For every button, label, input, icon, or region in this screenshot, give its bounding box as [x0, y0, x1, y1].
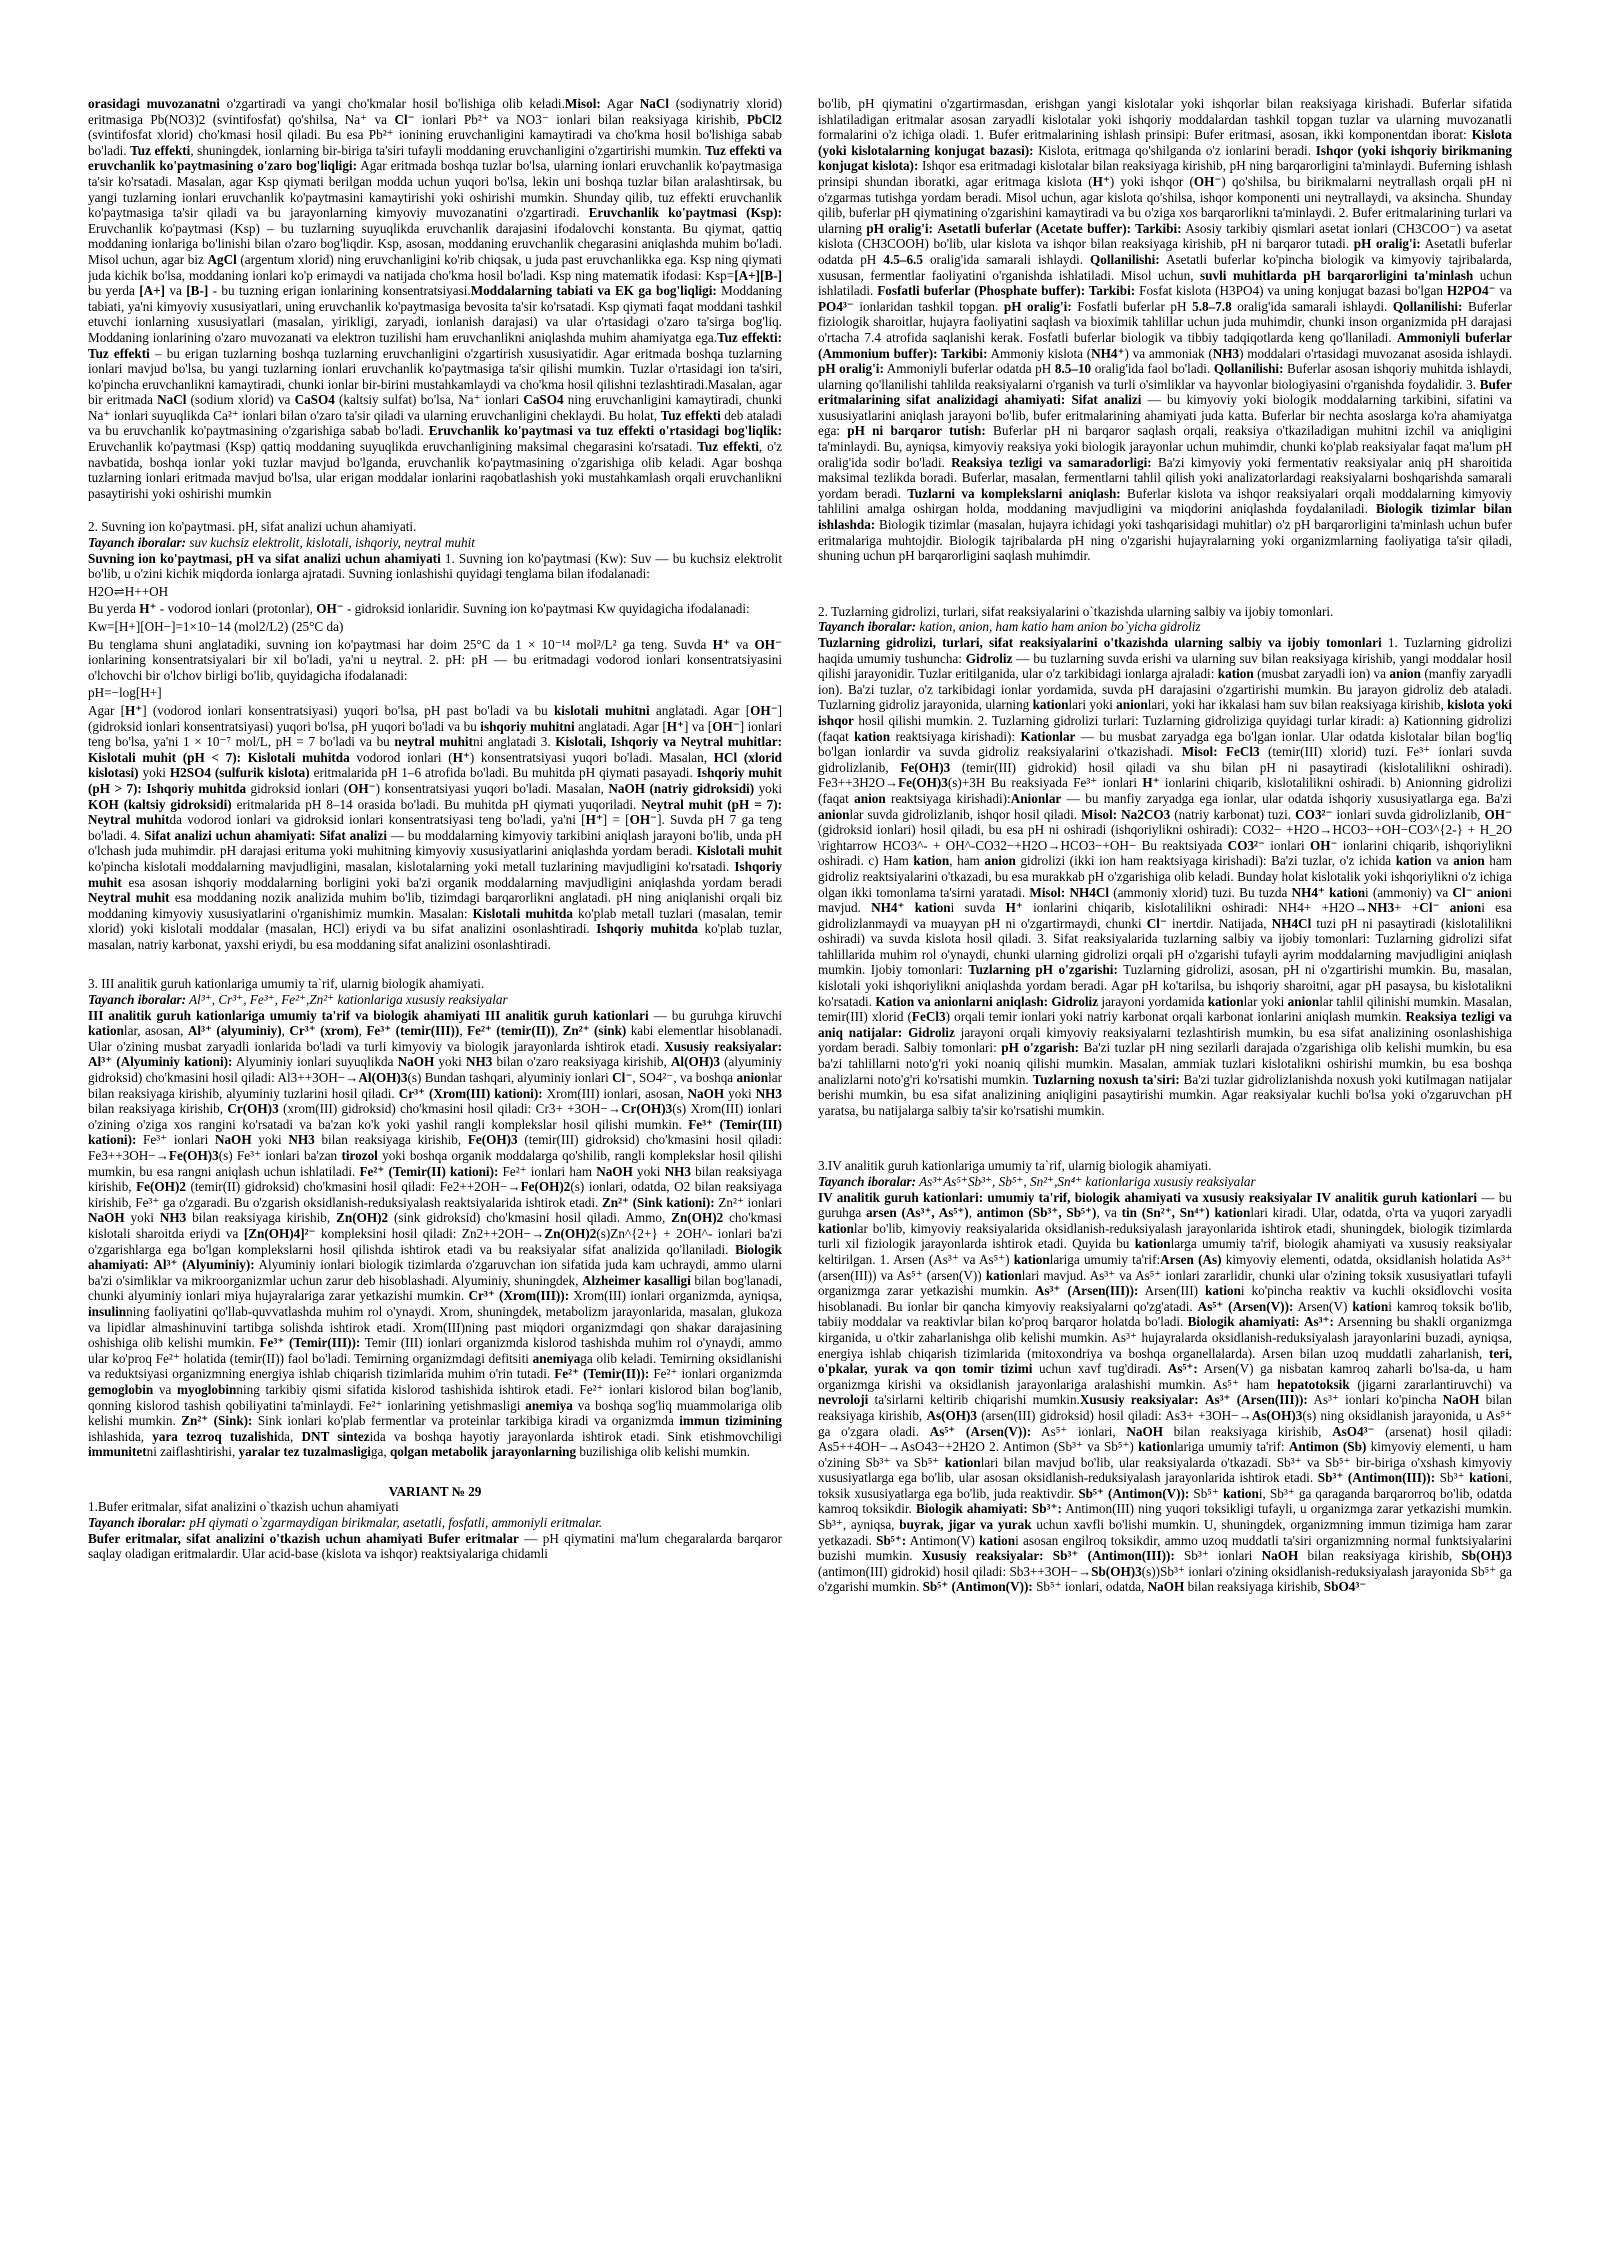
question-heading: 3.IV analitik guruh kationlariga umumiy ta`rif, ularnig biologik ahamiyati.: [818, 1158, 1212, 1174]
body-paragraph: Suvning ion ko'paytmasi, pH va sifat analizi uchun ahamiyati 1. Suvning ion ko'paytmasi (Kw): Suv — bu kuchsiz elektrolit bo'lib, u o'zini kichik miqdorda ionlarga ajratadi. Suvning ionlashishi quyidagi tenglama bilan ifodalanadi:: [88, 550, 782, 582]
left-column: [88, 96, 782, 2202]
key-terms: [88, 992, 782, 1008]
body-paragraph: Agar [H⁺] (vodorod ionlari konsentratsiyasi) yuqori bo'lsa, pH past bo'ladi va bu kislotali muhitni anglatadi. Agar [OH⁻] (gidroksid ionlari konsentratsiyasi) yuqori bo'lsa, pH yuqori bo'ladi va bu ishqoriy muhitni anglatadi. Agar [H⁺] va [OH⁻] ionlari teng bo'lsa, ya'ni 1 × 10⁻⁷ mol/L, pH = 7 bo'ladi va bu neytral muhitni anglatadi 3. Kislotali, Ishqoriy va Neytral muhitlar: Kislotali muhit (pH < 7): Kislotali muhitda vodorod ionlari (H⁺) konsentratsiyasi yuqori bo'ladi. Masalan, HCl (xlorid kislotasi) yoki H2SO4 (sulfurik kislota) eritmalarida pH 1–6 atrofida bo'ladi. Bu muhitda pH qiymati pasayadi. Ishqoriy muhit (pH > 7): Ishqoriy muhitda gidroksid ionlari (OH⁻) konsentratsiyasi yuqori bo'ladi. Masalan, NaOH (natriy gidroksidi) yoki KOH (kaltsiy gidroksidi) eritmalarida pH 8–14 orasida bo'ladi. Bu muhitda pH qiymati yuqoriladi. Neytral muhit (pH = 7): Neytral muhitda vodorod ionlari va gidroksid ionlari konsentratsiyasi teng bo'ladi, ya'ni [H⁺] = [OH⁻]. Suvda pH 7 ga teng bo'ladi. 4. Sifat analizi uchun ahamiyati: Sifat analizi — bu moddalarning kimyoviy tarkibini aniqlash jarayoni bo'lib, unda pH o'lchash juda muhimdir. pH darajasi erituma yoki muhitning kimyoviy xususiyatlarini aniqlashda yordam beradi. Kislotali muhit ko'pincha kislotali moddalarning mavjudligini, masalan, kislotalarning yoki metall tuzlarining mavjudligini ko'rsatadi. Ishqoriy muhit esa asosan ishqoriy moddalarning borligini yoki ba'zi organik moddalarning mavjudligini aniqlashda yordam beradi Neytral muhit esa moddaning nozik analizida muhim bo'lib, tizimdagi barqarorlikni anglatadi. pH ning aniqlanishi orqali biz moddaning kimyoviy xususiyatlarini o'rganishimiz mumkin. Masalan: Kislotali muhitda ko'plab metall tuzlari (masalan, temir xlorid) yoki kislotali moddalar (masalan, HCl) eriydi va bu sifat analizini osonlashtiradi. Ishqoriy muhitda ko'plab tuzlar, masalan, natriy karbonat, yaxshi eriydi, bu esa moddaning sifat analizini osonlashtiradi.: [88, 702, 782, 952]
section-spacer: [818, 1142, 1512, 1158]
key-terms-text: Al³⁺, Cr³⁺, Fe³⁺, Fe²⁺,Zn²⁺ kationlariga xususiy reaksiyalar: [186, 992, 508, 1008]
question-heading: 2. Tuzlarning gidrolizi, turlari, sifat reaksiyalarini o`tkazishda ularning salbiy va ijobiy tomonlari.: [818, 603, 1334, 619]
key-terms-text: kation, anion, ham katio ham anion bo`yicha gidroliz: [916, 619, 1201, 635]
section-spacer: [88, 503, 782, 519]
question-heading: 3. III analitik guruh kationlariga umumiy ta`rif, ularnig biologik ahamiyati.: [88, 976, 485, 992]
key-terms: [818, 1174, 1512, 1190]
body-paragraph: Bufer eritmalar, sifat analizini o'tkazish uchun ahamiyati Bufer eritmalar — pH qiymatini ma'lum chegaralarda barqaror saqlay oladigan eritmalardir. Ular acid-base (kislota va ishqor) reaktsiyalariga chidamli: [88, 1530, 782, 1562]
key-terms-text: suv kuchsiz elektrolit, kislotali, ishqoriy, neytral muhit: [186, 535, 475, 551]
body-paragraph: H2O⇌H++OH: [88, 583, 169, 599]
body-paragraph: bo'lib, pH qiymatini o'zgartirmasdan, erishgan yangi kislotalar yoki ishqorlar bilan reaksiyaga kirishadi. Buferlar sifatida ishlatiladigan eritmalar asosan zaryadli kislotalar yoki ishqoriy moddalardan tashkil topgan tuzlar va ularning muvozanatli formalarini o'z ichiga oladi. 1. Bufer eritmalarining ishlash prinsipi: Bufer eritmasi, asosan, ikki komponentdan iborat: Kislota (yoki kislotalarning konjugat bazasi): Kislota, eritmaga qo'shilganda o'z ionlarini beradi. Ishqor (yoki ishqoriy birikmaning konjugat kislota): Ishqor esa eritmadagi kislotalar bilan reaksiyaga kirishib, pH ning barqarorligini ta'minlaydi. Buferning ishlash prinsipi shundan iboratki, agar eritmaga kislota (H⁺) yoki ishqor (OH⁻) qo'shilsa, bu birikmalarni neytrallash orqali pH ni o'zgarmas tutishga yordam beradi. Misol uchun, agar kislota qo'shilsa, ishqor komponenti uni neytrallaydi, va aksincha. Shunday qilib, buferlar pH qiymatining o'zgarishini kamaytiradi va bu o'ziga xos barqarorlikni ta'minlaydi. 2. Bufer eritmalarining turlari va ularning pH oralig'i: Asetatli buferlar (Acetate buffer): Tarkibi: Asosiy tarkibiy qismlari asetat ionlari (CH3COO⁻) va asetat kislota (CH3COOH) bo'lib, ular kislota va ishqor bilan reaksiyaga kirishib, pH ni barqaror tutadi. pH oralig'i: Asetatli buferlar odatda pH 4.5–6.5 oralig'ida samarali ishlaydi. Qollanilishi: Asetatli buferlar ko'pincha biologik va kimyoviy tajribalarda, xususan, fermentlar faoliyatini o'rganishda ishlatiladi. Misol uchun, suvli muhitlarda pH barqarorligini ta'minlash uchun ishlatiladi. Fosfatli buferlar (Phosphate buffer): Tarkibi: Fosfat kislota (H3PO4) va uning konjugat bazasi bo'lgan H2PO4⁻ va PO4³⁻ ionlaridan tashkil topgan. pH oralig'i: Fosfatli buferlar pH 5.8–7.8 oralig'ida samarali ishlaydi. Qollanilishi: Buferlar fiziologik sharoitlar, hujayra faoliyatini saqlash va bioximik tahlillar uchun juda muhimdir, chunki inson organizmida pH darajasi o'rtacha 7.4 atrofida saqlanishi kerak. Fosfatli buferlar biologik va tibbiy tadqiqotlarda keng qo'llaniladi. Ammoniyli buferlar (Ammonium buffer): Tarkibi: Ammoniy kislota (NH4⁺) va ammoniak (NH3) moddalari o'rtasidagi muvozanat asosida ishlaydi. pH oralig'i: Ammoniyli buferlar odatda pH 8.5–10 oralig'ida faol bo'ladi. Qollanilishi: Buferlar asosan ishqoriy muhitda ishlaydi, ularning qo'llanilishi tahlilda reaksiyalarni o'rganish va turli o'simliklar va hayvonlar biologiyasini o'rganishda foydalidir. 3. Bufer eritmalarining sifat analizidagi ahamiyati: Sifat analizi — bu kimyoviy yoki biologik moddalarning tarkibini, sifatini va xususiyatlarini aniqlash jarayoni bo'lib, bufer eritmalarining ahamiyati juda katta. Buferlar bir nechta asoslarga ko'ra ahamiyatga ega: pH ni barqaror tutish: Buferlar pH ni barqaror saqlash orqali, reaksiya o'tkaziladigan muhitni izchil va aniqligini ta'minlaydi. Bu, ayniqsa, kimyoviy reaksiya yoki biologik jarayonlar uchun muhimdir, chunki ko'plab reaksiyalar faqat ma'lum pH oralig'ida sodir bo'ladi. Reaksiya tezligi va samaradorligi: Ba'zi kimyoviy yoki fermentativ reaksiyalar aniq pH sharoitida maksimal tezlikda boradi. Buferlar, masalan, fermentlarni tahlil qilish yoki analizatorlardagi reaksiyalarni boshqarishda samarali yordam beradi. Tuzlarni va komplekslarni aniqlash: Buferlar kislota va ishqor reaksiyalari orqali moddalarning kimyoviy tahlilini amalga oshirgan holda, moddaning mavjudligini va miqdorini aniqlashda foydalaniladi. Biologik tizimlar bilan ishlashda: Biologik tizimlar (masalan, hujayra ichidagi yoki tashqarisidagi muhitlar) o'z pH barqarorligini ta'minlash uchun bufer eritmalariga muhtojdir. Biologik tajribalarda pH ning o'zgarishi hujayralarning yoki organizmlarning faoliyatiga ta'sir qiladi, shuning uchun pH barqarorligini saqlash muhimdir.: [818, 96, 1512, 564]
right-column: [818, 96, 1512, 2202]
section-spacer: [88, 1462, 782, 1484]
body-paragraph: Tuzlarning gidrolizi, turlari, sifat reaksiyalarini o'tkazishda ularning salbiy va ijobiy tomonlari 1. Tuzlarning gidrolizi haqida umumiy tushuncha: Gidroliz — bu tuzlarning suvda erishi va ularning suv bilan reaksiyaga kirishib, yangi moddalar hosil qilishi jarayonidir. Tuzlar eritilganida, ular o'z tarkibidagi ionlarga ajraladi: kation (musbat zaryadli ion) va anion (manfiy zaryadli ion). Ba'zi tuzlar, o'z tarkibidagi ionlar yordamida, suvda pH darajasini o'zgartirishi mumkin. Bu jarayon gidroliz deb ataladi. Tuzlarning gidroliz jarayonida, ularning kationlari yoki anionlari, yoki har ikkalasi ham suv bilan reaksiyaga kirishib, kislota yoki ishqor hosil qilishi mumkin. 2. Tuzlarning gidrolizi turlari: Tuzlarning gidroliziga quyidagi turlar kiradi: a) Kationning gidrolizi (faqat kation reaktsiyaga kirishadi): Kationlar — bu musbat zaryadga ega bo'lgan ionlar. Ular odatda kislotalar bilan bog'liq bo'lgan ionlardir va suvda gidroliz reaksiyalarini o'tkazishadi. Misol: FeCl3 (temir(III) xlorid) tuzi. Fe³⁺ ionlari suvda gidrolizlanib, Fe(OH)3 (temir(III) gidrokid) hosil qiladi va shu bilan pH ni pasaytiradi (kislotalilikni oshiradi). Fe3++3H2O→Fe(OH)3(s)+3H Bu reaksiyada Fe³⁺ ionlari H⁺ ionlarini chiqarib, kislotalilikni oshiradi. b) Anionning gidrolizi (faqat anion reaktsiyaga kirishadi):Anionlar — bu manfiy zaryadga ega ionlar, ular odatda ishqoriy xususiyatlarga ega. Ba'zi anionlar suvda gidrolizlanib, ishqor hosil qiladi. Misol: Na2CO3 (natriy karbonat) tuzi. CO3²⁻ ionlari suvda gidrolizlanib, OH⁻ (gidroksid ionlari) hosil qiladi, bu esa pH ni oshiradi (ishqoriylikni oshiradi): CO32− +H2O→HCO3−+OH−CO3^{2-} + H_2O \rightarrow HCO3^- + OH^-CO32−+H2O→HCO3−+OH− Bu reaktsiyada CO3²⁻ ionlari OH⁻ ionlarini chiqarib, ishqoriylikni oshiradi. c) Ham kation, ham anion gidrolizi (ikki ion ham reaktsiyaga kirishadi): Ba'zi tuzlar, o'z ichida kation va anion ham gidroliz reaktsiyalarini o'tkazadi, bu esa murakkab pH o'zgarishiga olib keladi. Bunday holat kislotalik yoki ishqoriylikni o'z ichiga olgan ikki tomonlama ta'sirni yaratadi. Misol: NH4Cl (ammoniy xlorid) tuzi. Bu tuzda NH4⁺ kationi (ammoniy) va Cl⁻ anioni mavjud. NH4⁺ kationi suvda H⁺ ionlarini chiqarib, kislotalilikni oshiradi: NH4+ +H2O→NH3+ +Cl⁻ anioni esa gidrolizlanmaydi va muayyan pH ni o'zgartirmaydi, chunki Cl⁻ inertdir. Natijada, NH4Cl tuzi pH ni pasaytiradi (kislotalilikni oshiradi) va suvda kislota hosil qiladi. 3. Sifat reaksiyalarida tuzlarning salbiy va ijobiy tomonlari: Tuzlarning gidrolizi sifat tahlillarida muhim rol o'ynaydi, chunki ularning gidrolizi orqali pH o'zgarishi tufayli ayrim moddalarning mavjudligini aniqlash mumkin. Ijobiy tomonlari: Tuzlarning pH o'zgarishi: Tuzlarning gidrolizi, asosan, pH ni o'zgartirishi mumkin. Bu, masalan, kislotali yoki ishqoriylikni aniqlashda yordam beradi. Agar pH ko'tarilsa, bu ishqoriy sharoitni, agar pH pasaysa, bu kislotalikni ko'rsatadi. Kation va anionlarni aniqlash: Gidroliz jarayoni yordamida kationlar yoki anionlar tahlil qilinishi mumkin. Masalan, temir(III) xlorid (FeCl3) orqali temir ionlari yoki natriy karbonat orqali karbonat ionlarini aniqlash mumkin. Reaksiya tezligi va aniq natijalar: Gidroliz jarayoni orqali kimyoviy reaksiyalarni tezlashtirish mumkin, bu esa sifat analizining osonlashishiga yordam beradi. Salbiy tomonlari: pH o'zgarish: Ba'zi tuzlar pH ning sezilarli darajada o'zgarishiga olib kelishi mumkin, bu esa ba'zi tahlillarni noto'g'ri yoki noaniq qilishi mumkin. Masalan, ammiak tuzlari kislotalikni oshirishi mumkin, bu esa boshqa analizlarni noto'g'ri ko'rsatishi mumkin. Tuzlarning noxush ta'siri: Ba'zi tuzlar gidrolizlanishda noxush yoki kutilmagan natijalar berishi mumkin, bu esa sifat analizining aniqligini pasaytirishi mumkin. Agar reaksiyalar kuchli bo'lsa yoki o'zgaruvchan pH yaratsa, bu natijalarga salbiy ta'sir ko'rsatishi mumkin.: [818, 635, 1512, 1118]
variant-title: VARIANT № 29: [388, 1483, 482, 1499]
question-heading: 1.Bufer eritmalar, sifat analizini o`tkazish uchun ahamiyati: [88, 1499, 399, 1515]
key-terms-label: Tayanch iboralar:: [818, 1174, 917, 1189]
body-paragraph: pH=−log[H+]: [88, 685, 162, 701]
key-terms: [88, 1515, 782, 1531]
section-spacer: [818, 1120, 1512, 1142]
body-paragraph: III analitik guruh kationlariga umumiy ta'rif va biologik ahamiyati III analitik guruh kationlari — bu guruhga kiruvchi kationlar, asosan, Al³⁺ (alyuminiy), Cr³⁺ (xrom), Fe³⁺ (temir(III)), Fe²⁺ (temir(II)), Zn²⁺ (sink) kabi elementlar hisoblanadi. Ular o'zining musbat zaryadli ionlarida bo'ladi va turli kimyoviy va biologik jarayonlarda ishtirok etadi. Xususiy reaksiyalar: Al³⁺ (Alyuminiy kationi): Alyuminiy ionlari suyuqlikda NaOH yoki NH3 bilan o'zaro reaksiyaga kirishib, Al(OH)3 (alyuminiy gidroksid) cho'kmasini hosil qiladi: Al3++3OH−→Al(OH)3(s) Bundan tashqari, alyuminiy ionlari Cl⁻, SO4²⁻, va boshqa anionlar bilan reaksiyaga kirishib, alyuminiy tuzlarini hosil qiladi. Cr³⁺ (Xrom(III) kationi): Xrom(III) ionlari, asosan, NaOH yoki NH3 bilan reaksiyaga kirishib, Cr(OH)3 (xrom(III) gidroksid) cho'kmasini hosil qiladi: Cr3+ +3OH−→Cr(OH)3(s) Xrom(III) ionlari o'zining o'ziga xos rangini ko'rsatadi va ba'zan ko'k yoki yashil rangli komplekslar hosil qilishi mumkin. Fe³⁺ (Temir(III) kationi): Fe³⁺ ionlari NaOH yoki NH3 bilan reaksiyaga kirishib, Fe(OH)3 (temir(III) gidroksid) cho'kmasini hosil qiladi: Fe3++3OH−→Fe(OH)3(s) Fe³⁺ ionlari ba'zan tirozol yoki boshqa organik moddalarga qo'shilib, rangli komplekslar hosil qilishi mumkin, bu esa rangni aniqlash uchun ishlatiladi. Fe²⁺ (Temir(II) kationi): Fe²⁺ ionlari ham NaOH yoki NH3 bilan reaksiyaga kirishib, Fe(OH)2 (temir(II) gidroksid) cho'kmasini hosil qiladi: Fe2++2OH−→Fe(OH)2(s) ionlari, odatda, O2 bilan reaksiyaga kirishib, Fe³⁺ ga o'zgaradi. Bu o'zgarish oksidlanish-reduksiyalash reaktsiyalarida ishtirok etadi. Zn²⁺ (Sink kationi): Zn²⁺ ionlari NaOH yoki NH3 bilan reaksiyaga kirishib, Zn(OH)2 (sink gidroksid) cho'kmasini hosil qiladi. Ammo, Zn(OH)2 cho'kmasi kislotali sharoitda eriydi va [Zn(OH)4]²⁻ kompleksini hosil qiladi: Zn2++2OH−→Zn(OH)2(s)Zn^{2+} + 2OH^- ionlari ba'zi o'zgarishlarga ega bo'lgan komplekslarni hosil qilishda ishtirok etadi va bu reaksiyalar sifat analizida qo'llaniladi. Biologik ahamiyati: Al³⁺ (Alyuminiy): Alyuminiy ionlari biologik tizimlarda o'zgaruvchan ion sifatida juda kam uchraydi, ammo ularni ba'zi o'simliklar va mikroorganizmlar uchun zarur deb hisoblashadi. Alyuminiy, shuningdek, Alzheimer kasalligi bilan bog'lanadi, chunki alyuminiy ionlari miya hujayralariga zarar yetkazishi mumkin. Cr³⁺ (Xrom(III)): Xrom(III) ionlari organizmda, ayniqsa, insulinning faoliyatini qo'llab-quvvatlashda muhim rol o'ynaydi. Xrom, shuningdek, metabolizm jarayonlarida, masalan, glukoza va lipidlar almashinuvini tartibga solishda ishtirok etadi. Xrom(III)ning past miqdori organizmdagi qon shakar darajasining oshishiga olib kelishi mumkin. Fe³⁺ (Temir(III)): Temir (III) ionlari organizmda kislorod tashishda muhim rol o'ynaydi, ammo ular ko'proq Fe²⁺ holatida (temir(II)) faol bo'ladi. Temirning organizmdagi defitsiti anemiyaga olib keladi. Temirning oksidlanishi va reduktsiyasi organizmning energiya ishlab chiqarish tizimlarida muhim o'rin tutadi. Fe²⁺ (Temir(II)): Fe²⁺ ionlari organizmda gemoglobin va myoglobinning tarkibiy qismi sifatida kislorod tashishida ishtirok etadi. Fe²⁺ ionlari kislorod bilan bog'lanib, qonning kislorod tashish qobiliyatini ta'minlaydi. Fe²⁺ ionlarining yetishmasligi anemiya va boshqa sog'liq muammolariga olib kelishi mumkin. Zn²⁺ (Sink): Sink ionlari ko'plab fermentlar va proteinlar tarkibiga kiradi va organizmda immun tizimining ishlashida, yara tezroq tuzalishida, DNT sintezida va boshqa hayotiy jarayonlarda ishtirok etadi. Sink etishmovchiligi immunitetni zaiflashtirishi, yaralar tez tuzalmasligiga, qolgan metabolik jarayonlarning buzilishiga olib kelishi mumkin.: [88, 1007, 782, 1460]
key-terms: [818, 619, 1512, 635]
key-terms: [88, 535, 782, 551]
body-paragraph: Bu tenglama shuni anglatadiki, suvning ion ko'paytmasi har doim 25°C da 1 × 10⁻¹⁴ mol²/L² ga teng. Suvda H⁺ va OH⁻ ionlarining konsentratsiyalari bir xil bo'ladi, ya'ni u neytral. 2. pH: pH — bu eritmadagi vodorod ionlari konsentratsiyasini o'lchovchi bir o'lchov birligi bo'lib, quyidagicha ifodalanadi:: [88, 636, 782, 683]
key-terms-label: Tayanch iboralar:: [88, 992, 187, 1008]
key-terms-text: pH qiymati o`zgarmaydigan birikmalar, asetatli, fosfatli, ammoniyli eritmalar.: [186, 1515, 603, 1531]
body-paragraph: orasidagi muvozanatni o'zgartiradi va yangi cho'kmalar hosil bo'lishiga olib keladi.Misol: Agar NaCl (sodiynatriy xlorid) eritmasiga Pb(NO3)2 (svintifosfat) qo'shilsa, Na⁺ va Cl⁻ ionlari Pb²⁺ va NO3⁻ ionlari bilan reaksiyaga kirishib, PbCl2 (svintifosfat xlorid) cho'kmasi hosil qiladi. Bu esa Pb²⁺ ionining eruvchanligini kamaytiradi va cho'kma hosil bo'lishiga sabab bo'ladi. Tuz effekti, shuningdek, ionlarning bir-biriga ta'siri tufayli moddaning eruvchanligini o'zgartirishi mumkin. Tuz effekti va eruvchanlik ko'paytmasining o'zaro bog'liqligi: Agar eritmada boshqa tuzlar bo'lsa, ularning ionlari eruvchanlik ko'paytmasiga ta'sir ko'rsatadi. Masalan, agar Ksp qiymati berilgan modda uchun yuqori bo'lsa, lekin uni boshqa tuzlar bilan aralashtirsak, bu yangi tuzlarning ionlari eruvchanlik ko'paytmasini kamaytirishi yoki oshirishi mumkin. Shunday qilib, tuz effekti eruvchanlik ko'paytmasiga ta'sir qiladi va bu jarayonlarning kimyoviy muvozanatini o'zgartiradi. Eruvchanlik ko'paytmasi (Ksp): Eruvchanlik ko'paytmasi (Ksp) – bu tuzlarning suyuqlikda eruvchanlik darajasini ifodalovchi konstanta. Bu qiymat, qattiq moddaning ionlariga bo'linishi bilan o'zaro bog'liqdir. Ksp, asosan, moddaning eruvchanlik chegarasini aniqlashda muhim bo'ladi. Misol uchun, agar biz AgCl (argentum xlorid) ning eruvchanligini ko'rib chiqsak, u juda past eruvchanlikka ega. Ksp ning qiymati juda kichik bo'lsa, moddaning ionlari ko'p erimaydi va natijada cho'kma hosil bo'ladi. Ksp ning matematik ifodasi: Ksp=[A+][B-] bu yerda [A+] va [B-] - bu tuzning erigan ionlarining konsentratsiyasi.Moddalarning tabiati va EK ga bog'liqligi: Moddaning tabiati, ya'ni kimyoviy xususiyatlari, uning eruvchanlik ko'paytmasiga bevosita ta'sir ko'rsatadi. Ksp qiymati faqat moddani tashkil etuvchi ionlarning xususiyatlari (masalan, yirikligi, zaryadi, ionlanish darajasi) va ular o'rtasidagi o'zaro ta'sirga bog'liq. Moddaning ionlarining o'zaro muvozanati va elektron tuzilishi ham eruvchanlikni aniqlashda muhim ahamiyatga ega.Tuz effekti: Tuz effekti – bu erigan tuzlarning boshqa tuzlarning eruvchanligini o'zgartirish xususiyatidir. Agar eritmada boshqa tuzlarning ionlari mavjud bo'lsa, bu yangi tuzlarning ionlari eruvchanlik ko'paytmasiga ta'sir qilishi mumkin. Tuzlar o'rtasidagi ion ta'siri, ko'pincha eruvchanlikni kamaytiradi, chunki ionlar bir-birini mustahkamlaydi va cho'kma hosil qilishni tezlashtiradi.Masalan, agar bir eritmada NaCl (sodium xlorid) va CaSO4 (kaltsiy sulfat) bo'lsa, Na⁺ ionlari CaSO4 ning eruvchanligini kamaytiradi, chunki Na⁺ ionlari suyuqlikda Ca²⁺ ionlari bilan o'zaro ta'sir qiladi va ularning eruvchanligini cheklaydi. Bu holat, Tuz effekti deb ataladi va bu eruvchanlik ko'paytmasining o'zgarishiga sabab bo'ladi. Eruvchanlik ko'paytmasi va tuz effekti o'rtasidagi bog'liqlik: Eruvchanlik ko'paytmasi (Ksp) qattiq moddaning suyuqlikda eruvchanligining maksimal chegarasini ko'rsatadi. Tuz effekti, o'z navbatida, boshqa ionlar yoki tuzlar mavjud bo'lganda, eruvchanlik ko'paytmasining o'zgarishiga olib keladi. Agar boshqa tuzlarning ionlari eritmada mavjud bo'lsa, ular erigan moddalar ionlarini raqobatlashish yoki mustahkamlash orqali eruvchanlikni pasaytirishi yoki oshirishi mumkin: [88, 96, 782, 501]
section-spacer: [818, 566, 1512, 588]
key-terms-label: Tayanch iboralar:: [88, 1515, 187, 1531]
body-paragraph: Kw=[H+][OH−]=1×10−14 (mol2/L2) (25°C da): [88, 619, 344, 634]
key-terms-text: As³⁺As⁵⁺Sb³⁺, Sb⁵⁺, Sn²⁺,Sn⁴⁺ kationlariga xususiy reaksiyalar: [916, 1174, 1256, 1189]
key-terms-label: Tayanch iboralar:: [818, 619, 917, 635]
section-spacer: [818, 588, 1512, 604]
question-heading: 2. Suvning ion ko'paytmasi. pH, sifat analizi uchun ahamiyati.: [88, 519, 417, 535]
body-paragraph: IV analitik guruh kationlari: umumiy ta'rif, biologik ahamiyati va xususiy reaksiyalar IV analitik guruh kationlari — bu guruhga arsen (As³⁺, As⁵⁺), antimon (Sb³⁺, Sb⁵⁺), va tin (Sn²⁺, Sn⁴⁺) kationlari kiradi. Ular, odatda, o'rta va yuqori zaryadli kationlar bo'lib, kimyoviy reaksiyalarida oksidlanish-reduksiyalash jarayonlarida ishtirok etadi, shuningdek, biologik tizimlarda turli xil fiziologik jarayonlarda ishtirok etadi. Quyida bu kationlarga umumiy ta'rif, biologik ahamiyati va xususiy reaksiyalar keltirilgan. 1. Arsen (As³⁺ va As⁵⁺) kationlariga umumiy ta'rif:Arsen (As) kimyoviy elementi, odatda, oksidlanish holatida As³⁺ (arsen(III)) va As⁵⁺ (arsen(V)) kationlari mavjud. As³⁺ va As⁵⁺ ionlari zararlidir, chunki ular o'zining toksik xususiyatlari tufayli organizmga zarar yetkazishi mumkin. As³⁺ (Arsen(III)): Arsen(III) kationi ko'pincha reaktiv va kuchli oksidlovchi vosita hisoblanadi. Bu ionlar bir qancha kimyoviy reaksiyalarni qo'zg'atadi. As⁵⁺ (Arsen(V)): Arsen(V) kationi kamroq toksik bo'lib, tabiiy moddalar va reaktivlar bilan ko'proq barqaror holatda bo'ladi. Biologik ahamiyati: As³⁺: Arsenning bu shakli organizmga kirganida, u o'tkir zaharlanishga olib kelishi mumkin. As³⁺ hujayralarda oksidlanish-reduksiyalash jarayonlarini buzadi, ayniqsa, energiya ishlab chiqarish tizimlarida (mitoxondriya va boshqa organellalarda). Arsen bilan uzoq muddatli zaharlanish, teri, o'pkalar, yurak va qon tomir tizimi uchun xavf tug'diradi. As⁵⁺: Arsen(V) ga nisbatan kamroq zaharli bo'lsa-da, u ham organizmga kirishi va oksidlanish jarayonlariga aralashishi mumkin. As⁵⁺ ham hepatotoksik (jigarni zararlantiruvchi) va nevroloji ta'sirlarni keltirib chiqarishi mumkin.Xususiy reaksiyalar: As³⁺ (Arsen(III)): As³⁺ ionlari ko'pincha NaOH bilan reaksiyaga kirishib, As(OH)3 (arsen(III) gidroksid) hosil qiladi: As3+ +3OH−→As(OH)3(s) ning oksidlanish jarayonida, u As⁵⁺ ga o'zgara oladi. As⁵⁺ (Arsen(V)): As⁵⁺ ionlari, NaOH bilan reaksiyaga kirishib, AsO4³⁻ (arsenat) hosil qiladi: As5++4OH−→AsO43−+2H2O 2. Antimon (Sb³⁺ va Sb⁵⁺) kationlariga umumiy ta'rif: Antimon (Sb) kimyoviy elementi, u ham o'zining Sb³⁺ va Sb⁵⁺ kationlari bilan mavjud bo'lib, ular reaksiyalarda o'tkazadi. Sb³⁺ va Sb⁵⁺ bir-biriga o'xshash kimyoviy xususiyatlarga ega bo'lib, ular asosan oksidlanish-reduksiyalash jarayonlarida ishtirok etadi. Sb³⁺ (Antimon(III)): Sb³⁺ kationi, toksik xususiyatlarga ega bo'lib, juda reaktivdir. Sb⁵⁺ (Antimon(V)): Sb⁵⁺ kationi, Sb³⁺ ga qaraganda barqarorroq bo'lib, odatda kamroq toksikdir. Biologik ahamiyati: Sb³⁺: Antimon(III) ning yuqori toksikligi tufayli, u organizmga zarar yetkazishi mumkin. Sb³⁺, ayniqsa, buyrak, jigar va yurak uchun xavfli bo'lishi mumkin. U, shuningdek, organizmning immun tizimiga ham zarar yetkazadi. Sb⁵⁺: Antimon(V) kationi asosan engilroq toksikdir, ammo uzoq muddatli ta'siri organizmning normal funktsiyalarini buzishi mumkin. Xususiy reaksiyalar: Sb³⁺ (Antimon(III)): Sb³⁺ ionlari NaOH bilan reaksiyaga kirishib, Sb(OH)3 (antimon(III) gidrokid) hosil qiladi: Sb3++3OH−→Sb(OH)3(s))Sb³⁺ ionlari o'zining oksidlanish-reduksiyalash jarayonida Sb⁵⁺ ga o'zgarishi mumkin. Sb⁵⁺ (Antimon(V)): Sb⁵⁺ ionlari, odatda, NaOH bilan reaksiyaga kirishib, SbO4³⁻: [818, 1189, 1512, 1595]
section-spacer: [88, 954, 782, 976]
body-paragraph: Bu yerda H⁺ - vodorod ionlari (protonlar), OH⁻ - gidroksid ionlaridir. Suvning ion ko'paytmasi Kw quyidagicha ifodalanadi:: [88, 601, 750, 617]
key-terms-label: Tayanch iboralar:: [88, 535, 187, 551]
